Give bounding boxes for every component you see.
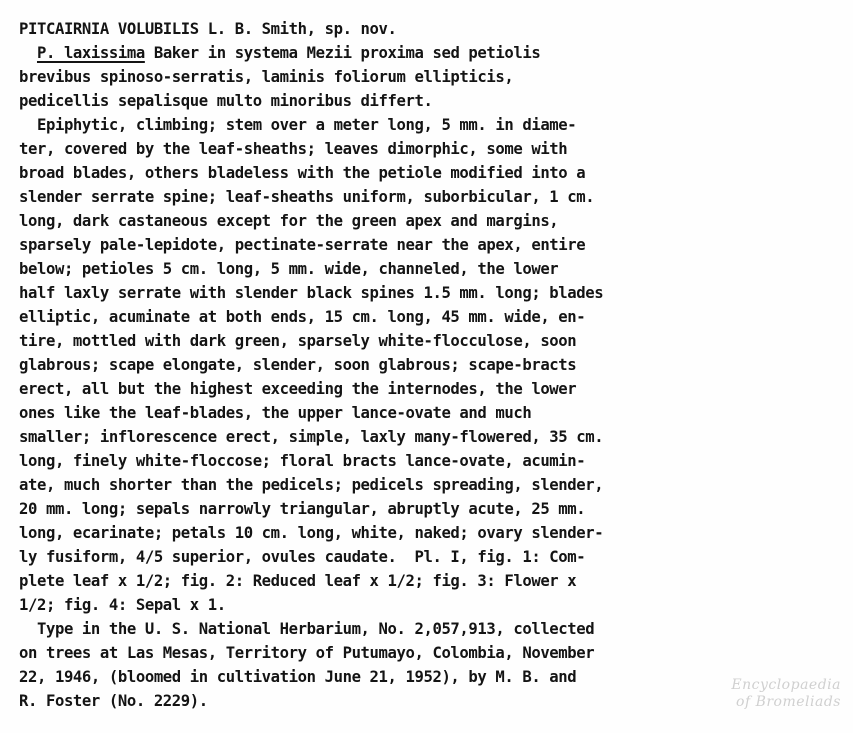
text-segment: long, finely white-floccose; floral bracts lance-ovate, acumin-: [19, 452, 586, 470]
text-line: [19, 185, 839, 209]
watermark-line-1: Encyclopaedia: [731, 677, 841, 693]
text-segment: ate, much shorter than the pedicels; pedicels spreading, slender,: [19, 476, 604, 494]
text-segment: erect, all but the highest exceeding the internodes, the lower: [19, 380, 577, 398]
text-line: [19, 593, 839, 617]
species-description-text: [19, 17, 839, 713]
text-line: [19, 65, 839, 89]
text-segment: PITCAIRNIA VOLUBILIS L. B. Smith, sp. nov.: [19, 20, 397, 38]
text-segment: brevibus spinoso-serratis, laminis foliorum ellipticis,: [19, 68, 514, 86]
text-segment: ones like the leaf-blades, the upper lance-ovate and much: [19, 404, 532, 422]
text-line: [19, 353, 839, 377]
text-line: [19, 401, 839, 425]
text-segment: Baker in systema Mezii proxima sed petiolis: [144, 44, 541, 62]
text-line: [19, 17, 839, 41]
text-segment: ter, covered by the leaf-sheaths; leaves dimorphic, some with: [19, 140, 568, 158]
text-segment: slender serrate spine; leaf-sheaths uniform, suborbicular, 1 cm.: [19, 188, 595, 206]
text-segment: pedicellis sepalisque multo minoribus differt.: [19, 92, 433, 110]
text-segment: half laxly serrate with slender black spines 1.5 mm. long; blades: [19, 284, 604, 302]
text-line: [19, 233, 839, 257]
text-line: [19, 425, 839, 449]
text-line: [19, 521, 839, 545]
watermark: [701, 677, 841, 711]
text-segment: 1/2; fig. 4: Sepal x 1.: [19, 596, 226, 614]
text-segment: elliptic, acuminate at both ends, 15 cm. long, 45 mm. wide, en-: [19, 308, 586, 326]
text-line: [19, 89, 839, 113]
text-segment: below; petioles 5 cm. long, 5 mm. wide, channeled, the lower: [19, 260, 559, 278]
text-segment: Type in the U. S. National Herbarium, No. 2,057,913, collected: [19, 620, 595, 638]
text-segment: broad blades, others bladeless with the petiole modified into a: [19, 164, 586, 182]
text-segment: glabrous; scape elongate, slender, soon glabrous; scape-bracts: [19, 356, 577, 374]
text-segment: 20 mm. long; sepals narrowly triangular, abruptly acute, 25 mm.: [19, 500, 586, 518]
text-line: [19, 545, 839, 569]
text-line: [19, 617, 839, 641]
text-line: [19, 137, 839, 161]
text-segment: [19, 44, 37, 62]
text-segment: R. Foster (No. 2229).: [19, 692, 208, 710]
text-line: [19, 449, 839, 473]
text-line: [19, 569, 839, 593]
text-line: [19, 377, 839, 401]
text-line: [19, 209, 839, 233]
text-segment: sparsely pale-lepidote, pectinate-serrate near the apex, entire: [19, 236, 586, 254]
text-line: [19, 497, 839, 521]
text-line: [19, 41, 839, 65]
text-line: [19, 641, 839, 665]
text-line: [19, 473, 839, 497]
text-segment: plete leaf x 1/2; fig. 2: Reduced leaf x 1/2; fig. 3: Flower x: [19, 572, 577, 590]
text-line: [19, 257, 839, 281]
text-segment: smaller; inflorescence erect, simple, laxly many-flowered, 35 cm.: [19, 428, 604, 446]
text-segment: long, dark castaneous except for the green apex and margins,: [19, 212, 559, 230]
text-line: [19, 329, 839, 353]
watermark-line-2: of Bromeliads: [736, 694, 841, 710]
text-line: [19, 113, 839, 137]
text-segment: ly fusiform, 4/5 superior, ovules caudate. Pl. I, fig. 1: Com-: [19, 548, 586, 566]
text-line: [19, 305, 839, 329]
text-segment: long, ecarinate; petals 10 cm. long, white, naked; ovary slender-: [19, 524, 604, 542]
underlined-name: P. laxissima: [36, 44, 145, 62]
text-segment: tire, mottled with dark green, sparsely white-flocculose, soon: [19, 332, 577, 350]
text-segment: Epiphytic, climbing; stem over a meter long, 5 mm. in diame-: [19, 116, 577, 134]
text-line: [19, 161, 839, 185]
text-segment: on trees at Las Mesas, Territory of Putumayo, Colombia, November: [19, 644, 595, 662]
text-segment: 22, 1946, (bloomed in cultivation June 21, 1952), by M. B. and: [19, 668, 577, 686]
text-line: [19, 281, 839, 305]
